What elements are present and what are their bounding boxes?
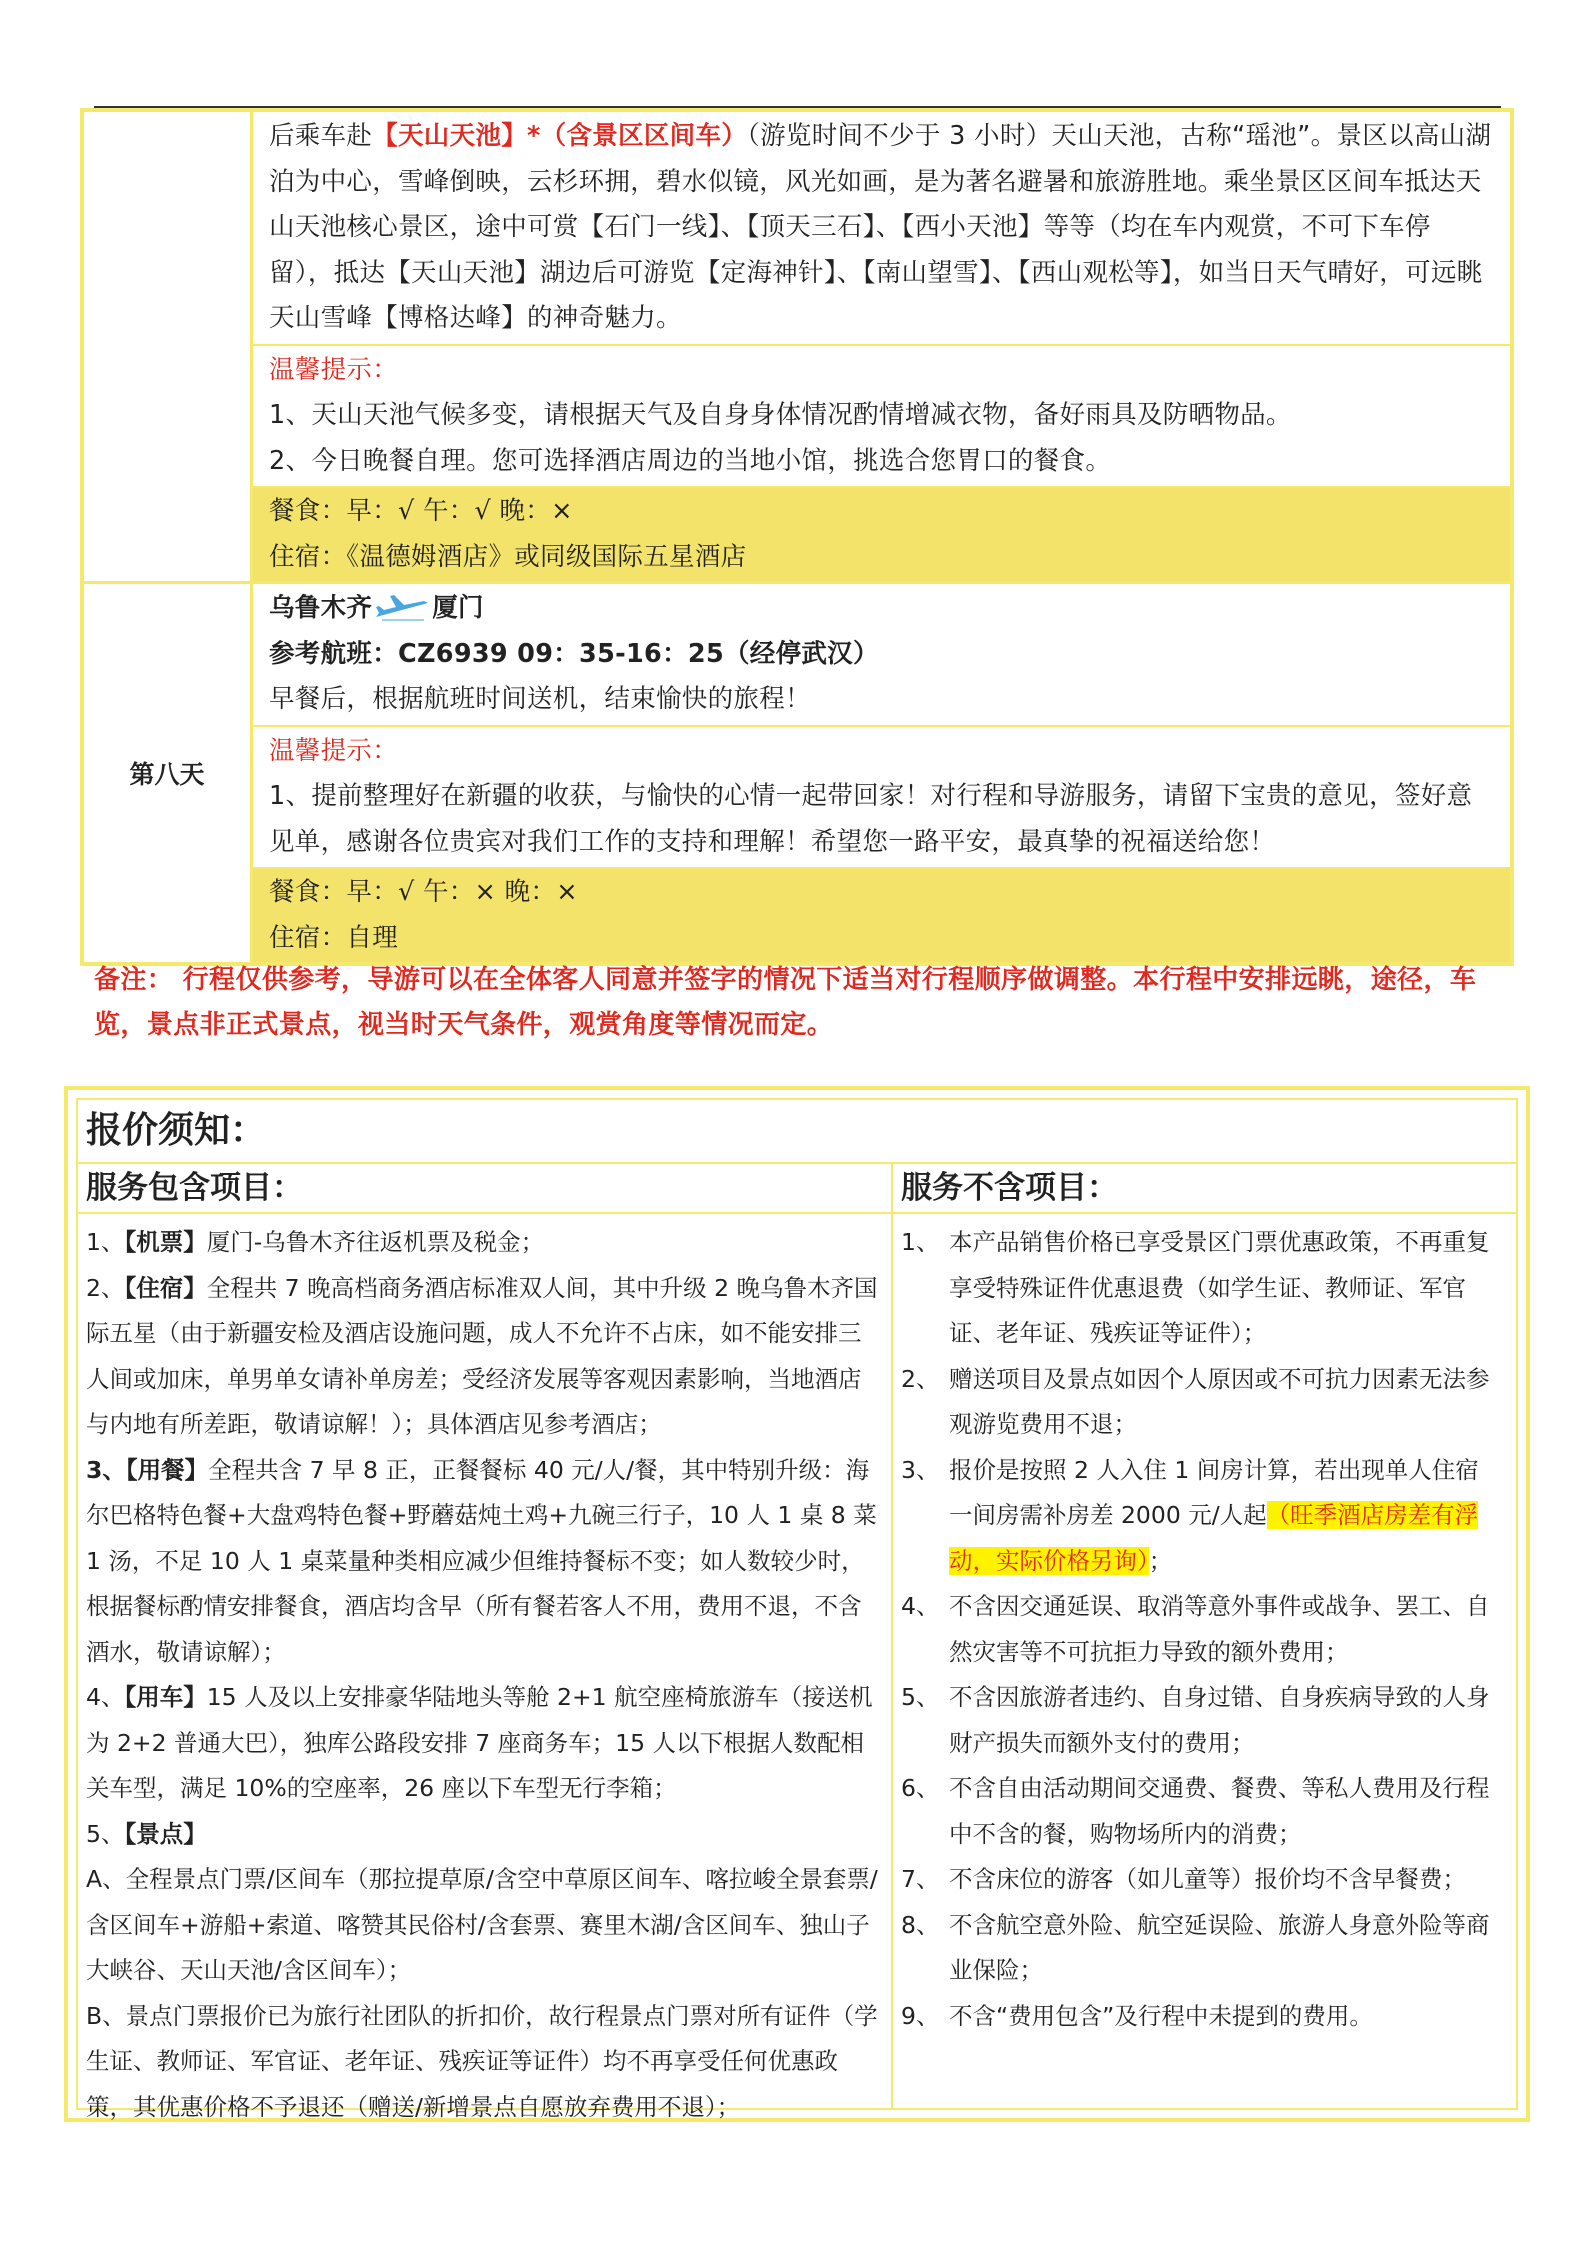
- item-number: 9、: [901, 2001, 940, 2030]
- airplane-icon: [374, 593, 430, 625]
- item-text: 厦门-乌鲁木齐往返机票及税金；: [206, 1228, 545, 1256]
- item-number: 7、: [901, 1865, 940, 1893]
- price-float-highlight: （旺季酒店房差有浮动，实际价格另询）: [949, 1501, 1479, 1575]
- day8-route-to: 厦门: [432, 593, 484, 623]
- day7-intro-body: （游览时间不少于 3 小时）天山天池，古称“瑶池”。景区以高山湖泊为中心，雪峰倒映，云杉环拥，碧水似镜，风光如画，是为著名避暑和旅游胜地。乘坐景区区间车抵达天山天池核心景区，途中可赏【石门一线】、【顶天三石】、【西小天池】等等（均在车内观赏，不可下车停留），抵达【天山天池】湖边后可游览【定海神针】、【南山望雪】、【西山观松等】，如当日天气晴好，可远眺天山雪峰【博格达峰】的神奇魅力。: [269, 121, 1492, 333]
- itinerary-table: [80, 108, 1514, 966]
- item-text: 不含因旅游者违约、自身过错、自身疾病导致的人身财产损失而额外支付的费用；: [949, 1683, 1490, 1757]
- day7-meals: 餐食：早：√ 午：√ 晚：×: [269, 496, 573, 526]
- day7-description: [253, 112, 1510, 346]
- item-number: 3、: [901, 1455, 940, 1484]
- item-tag: 【机票】: [124, 1228, 207, 1256]
- item-text: 不含航空意外险、航空延误险、旅游人身意外险等商业保险；: [949, 1910, 1490, 1984]
- excluded-item: [901, 1220, 1502, 1357]
- day7-intro-attraction: 【天山天池】*（含景区区间车）: [372, 121, 748, 151]
- item-number: 5、: [86, 1819, 125, 1848]
- item-text: 全程共含 7 早 8 正，正餐餐标 40 元/人/餐，其中特别升级：海尔巴格特色餐+大盘鸡特色餐+野蘑菇炖土鸡+九碗三行子，10 人 1 桌 8 菜 1 汤，不足 10 人 1 桌菜量种类相应减少但维持餐标不变；如人数较少时，根据餐标酌情安排餐食，酒店均含早（所有餐若客人不用，费用不退，不含酒水，敬请谅解）；: [86, 1455, 877, 1666]
- day8-row: [84, 584, 1510, 962]
- included-item-vehicle: [86, 1675, 881, 1812]
- day8-tip-1: 1、提前整理好在新疆的收获，与愉快的心情一起带回家！对行程和导游服务，请留下宝贵的意见，签好意见单，感谢各位贵宾对我们工作的支持和理解！希望您一路平安，最真挚的祝福送给您！: [269, 781, 1473, 857]
- included-item-tickets: [86, 1220, 881, 1266]
- day7-intro-pre: 后乘车赴: [269, 121, 373, 151]
- day8-description: [253, 584, 1510, 727]
- excluded-item: [901, 1448, 1502, 1585]
- item-text: 15 人及以上安排豪华陆地头等舱 2+1 航空座椅旅游车（接送机为 2+2 普通大巴），独库公路段安排 7 座商务车；15 人以下根据人数配相关车型，满足 10%的空座率，26 座以下车型无行李箱；: [86, 1683, 873, 1802]
- day8-content: [253, 584, 1510, 962]
- day7-content: [253, 112, 1510, 581]
- day8-label: 第八天: [84, 584, 253, 962]
- item-text: [949, 1448, 1502, 1585]
- excluded-item: [901, 1857, 1502, 1903]
- item-text: 不含自由活动期间交通费、餐费、等私人费用及行程中不含的餐，购物场所内的消费；: [949, 1774, 1490, 1848]
- excluded-item: [901, 1675, 1502, 1766]
- item-text-tail: ；: [1148, 1546, 1173, 1575]
- day8-meals: 餐食：早：√ 午：× 晚：×: [269, 877, 578, 907]
- included-item-attractions-b: B、景点门票报价已为旅行社团队的折扣价，故行程景点门票对所有证件（学生证、教师证、军官证、老年证、残疾证等证件）均不再享受任何优惠政策，其优惠价格不予退还（赠送/新增景点自愿放弃费用不退）；: [86, 2001, 878, 2121]
- item-number: 2、: [86, 1273, 125, 1302]
- day7-meal-hotel: [253, 488, 1510, 581]
- item-tag: 【用餐】: [125, 1455, 209, 1484]
- excluded-column: [893, 1164, 1516, 2108]
- included-item-hotel: [86, 1266, 881, 1448]
- item-number: 1、: [86, 1228, 125, 1256]
- day8-flight: 参考航班：CZ6939 09：35-16：25（经停武汉）: [269, 638, 879, 669]
- day8-tips-title: 温馨提示：: [269, 735, 399, 766]
- item-text-main: 报价是按照 2 人入住 1 间房计算，若出现单人住宿一间房需补房差 2000 元/人起: [949, 1455, 1479, 1529]
- item-number: 3、: [86, 1455, 126, 1484]
- day7-tips: [253, 346, 1510, 489]
- included-column: [78, 1164, 893, 2121]
- item-number: 5、: [901, 1683, 940, 1711]
- day8-desc: 早餐后，根据航班时间送机，结束愉快的旅程！: [269, 684, 811, 714]
- notice-columns: [78, 1164, 1516, 2121]
- included-list: [78, 1214, 891, 2130]
- day7-tips-title: 温馨提示：: [269, 354, 399, 385]
- excluded-item: [901, 1357, 1502, 1448]
- excluded-title: 服务不含项目：: [893, 1164, 1516, 1214]
- day8-route: [253, 586, 1510, 632]
- excluded-item: [901, 1994, 1502, 2040]
- item-number: 1、: [901, 1228, 940, 1256]
- included-item-attractions: [86, 1812, 881, 1858]
- included-title: 服务包含项目：: [78, 1164, 891, 1214]
- day8-hotel: 住宿：自理: [269, 922, 399, 953]
- excluded-item: [901, 1903, 1502, 1994]
- day7-label-cell: [84, 112, 253, 581]
- item-text: 赠送项目及景点如因个人原因或不可抗力因素无法参观游览费用不退；: [949, 1364, 1490, 1438]
- price-notice-inner: [76, 1098, 1518, 2121]
- day8-route-from: 乌鲁木齐: [269, 593, 373, 623]
- included-item-attractions-a: A、全程景点门票/区间车（那拉提草原/含空中草原区间车、喀拉峻全景套票/含区间车+游船+索道、喀赞其民俗村/含套票、赛里木湖/含区间车、独山子大峡谷、天山天池/含区间车）；: [86, 1865, 878, 1984]
- item-text: 本产品销售价格已享受景区门票优惠政策，不再重复享受特殊证件优惠退费（如学生证、教师证、军官证、老年证、残疾证等证件）；: [949, 1228, 1490, 1347]
- day8-tips: [253, 727, 1510, 870]
- item-number: 4、: [901, 1592, 940, 1620]
- item-text: 不含“费用包含”及行程中未提到的费用。: [949, 2001, 1373, 2030]
- notice-title: 报价须知：: [78, 1100, 1516, 1164]
- day7-tip-1: 1、天山天池气候多变，请根据天气及自身身体情况酌情增减衣物，备好雨具及防晒物品。: [269, 400, 1292, 430]
- item-tag: 【用车】: [124, 1683, 207, 1711]
- day8-meal-hotel: [253, 869, 1510, 962]
- day7-hotel: 住宿：《温德姆酒店》或同级国际五星酒店: [269, 541, 747, 572]
- excluded-list: [893, 1214, 1516, 2039]
- remark-note: 备注： 行程仅供参考，导游可以在全体客人同意并签字的情况下适当对行程顺序做调整。本行程中安排远眺，途径，车览，景点非正式景点，视当时天气条件，观赏角度等情况而定。: [94, 965, 1477, 1040]
- item-text: 全程共 7 晚高档商务酒店标准双人间，其中升级 2 晚乌鲁木齐国际五星（由于新疆安检及酒店设施问题，成人不允许不占床，如不能安排三人间或加床，单男单女请补单房差；受经济发展等客观因素影响，当地酒店与内地有所差距，敬请谅解！）；具体酒店见参考酒店；: [86, 1273, 878, 1438]
- item-number: 8、: [901, 1910, 940, 1939]
- price-notice: [64, 1086, 1530, 2122]
- excluded-item: [901, 1766, 1502, 1857]
- item-text: 不含因交通延误、取消等意外事件或战争、罢工、自然灾害等不可抗拒力导致的额外费用；: [949, 1592, 1490, 1666]
- item-number: 6、: [901, 1774, 940, 1802]
- item-number: 2、: [901, 1364, 940, 1393]
- day7-tip-2: 2、今日晚餐自理。您可选择酒店周边的当地小馆，挑选合您胃口的餐食。: [269, 445, 1112, 476]
- item-number: 4、: [86, 1683, 125, 1711]
- day7-row: [84, 112, 1510, 584]
- item-tag: 【住宿】: [124, 1273, 207, 1302]
- excluded-item: [901, 1584, 1502, 1675]
- included-item-meals: [86, 1448, 881, 1676]
- item-text: 不含床位的游客（如儿童等）报价均不含早餐费；: [949, 1865, 1466, 1893]
- item-tag: 【景点】: [124, 1819, 207, 1848]
